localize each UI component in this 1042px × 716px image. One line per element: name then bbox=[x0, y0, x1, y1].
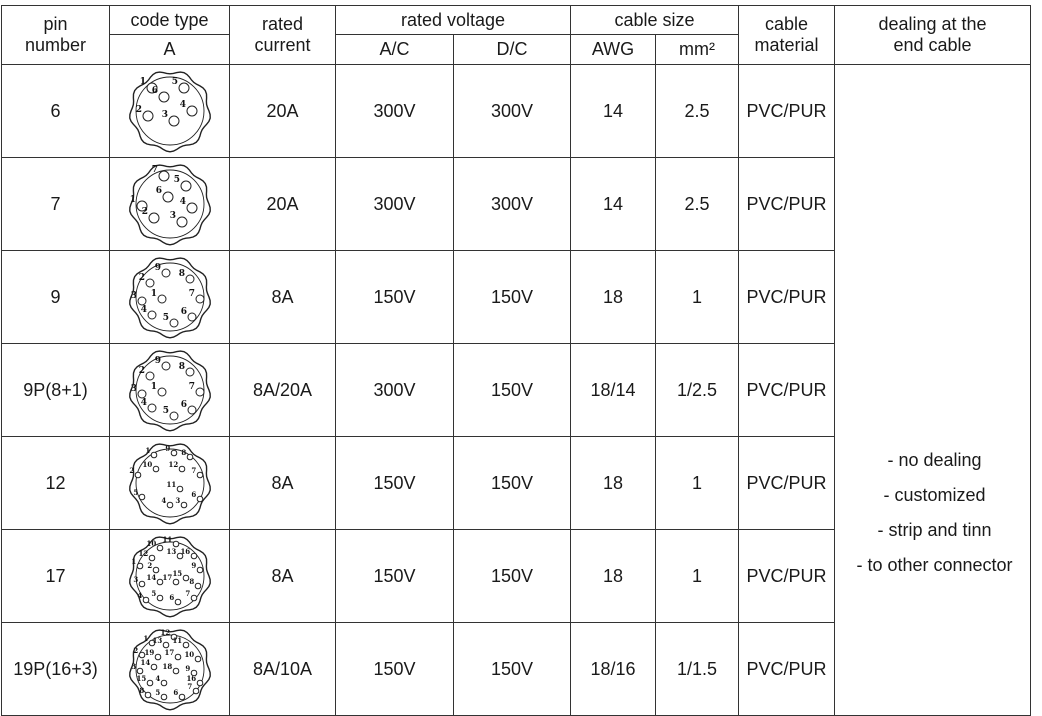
pin-contact bbox=[159, 92, 169, 102]
pin-contact bbox=[149, 555, 155, 561]
pin-label: 4 bbox=[136, 591, 142, 601]
pin-label: 14 bbox=[139, 658, 150, 668]
pin-contact bbox=[169, 116, 179, 126]
pin-number-cell: 17 bbox=[2, 530, 110, 623]
mm2-cell: 1 bbox=[656, 437, 739, 530]
pin-label: 3 bbox=[132, 575, 138, 585]
pin-label: 4 bbox=[160, 496, 166, 506]
pin-label: 10 bbox=[145, 539, 156, 549]
pin-contact bbox=[191, 595, 197, 601]
voltage-ac-cell: 150V bbox=[336, 437, 454, 530]
header-voltage-ac: A/C bbox=[336, 35, 454, 65]
dealing-option: - customized bbox=[883, 485, 986, 505]
pin-label: 5 bbox=[154, 688, 160, 698]
pin-label: 8 bbox=[180, 448, 186, 458]
pin-contact bbox=[139, 494, 145, 500]
pin-label: 16 bbox=[179, 547, 190, 557]
rated-current-cell: 8A bbox=[230, 530, 336, 623]
code-type-cell bbox=[110, 623, 230, 716]
pin-contact bbox=[171, 450, 177, 456]
pin-label: 13 bbox=[165, 547, 176, 557]
mm2-cell: 2.5 bbox=[656, 158, 739, 251]
pin-label: 9 bbox=[184, 664, 190, 674]
voltage-ac-cell: 300V bbox=[336, 65, 454, 158]
pin-label: 9 bbox=[154, 356, 161, 366]
code-type-cell bbox=[110, 158, 230, 251]
awg-cell: 14 bbox=[571, 65, 656, 158]
pin-contact bbox=[158, 295, 166, 303]
rated-current-cell: 8A bbox=[230, 251, 336, 344]
pin-label: 6 bbox=[151, 86, 158, 96]
pin-label: 16 bbox=[185, 674, 196, 684]
pin-contact bbox=[188, 406, 196, 414]
pin-contact bbox=[195, 656, 201, 662]
pin-label: 6 bbox=[155, 186, 162, 196]
dealing-options-list bbox=[839, 448, 1030, 588]
pin-contact bbox=[163, 192, 173, 202]
header-dealing: dealing at the end cable bbox=[835, 6, 1031, 65]
header-row bbox=[2, 6, 1031, 35]
pin-label: 1 bbox=[130, 557, 136, 567]
pin-contact bbox=[197, 472, 203, 478]
pin-label: 6 bbox=[190, 490, 196, 500]
pin-label: 2 bbox=[141, 207, 148, 217]
voltage-dc-cell: 150V bbox=[454, 530, 571, 623]
pin-label: 15 bbox=[171, 569, 182, 579]
pin-contact bbox=[159, 171, 169, 181]
cable-material-cell: PVC/PUR bbox=[739, 530, 835, 623]
pin-contact bbox=[146, 279, 154, 287]
cable-material-cell: PVC/PUR bbox=[739, 65, 835, 158]
rated-current-cell: 8A bbox=[230, 437, 336, 530]
voltage-ac-cell: 300V bbox=[336, 344, 454, 437]
rated-current-cell: 20A bbox=[230, 65, 336, 158]
pin-contact bbox=[137, 668, 143, 674]
pin-label: 11 bbox=[161, 535, 172, 545]
pin-number-cell: 6 bbox=[2, 65, 110, 158]
pin-contact bbox=[173, 668, 179, 674]
pin-number-cell: 7 bbox=[2, 158, 110, 251]
voltage-dc-cell: 150V bbox=[454, 344, 571, 437]
pin-label: 9 bbox=[190, 561, 196, 571]
header-code-type-a: A bbox=[110, 35, 230, 65]
pin-label: 11 bbox=[171, 636, 182, 646]
pin-label: 17 bbox=[161, 573, 172, 583]
header-voltage-dc: D/C bbox=[454, 35, 571, 65]
pin-contact bbox=[173, 541, 179, 547]
pin-label: 3 bbox=[174, 496, 180, 506]
awg-cell: 18/14 bbox=[571, 344, 656, 437]
cable-material-cell: PVC/PUR bbox=[739, 344, 835, 437]
mm2-cell: 1 bbox=[656, 530, 739, 623]
voltage-ac-cell: 150V bbox=[336, 251, 454, 344]
voltage-dc-cell: 150V bbox=[454, 251, 571, 344]
pin-contact bbox=[197, 567, 203, 573]
awg-cell: 18 bbox=[571, 437, 656, 530]
pin-label: 1 bbox=[142, 634, 148, 644]
pin-label: 2 bbox=[128, 466, 134, 476]
pin-contact bbox=[186, 368, 194, 376]
dealing-options-cell bbox=[835, 65, 1031, 716]
mm2-cell: 2.5 bbox=[656, 65, 739, 158]
pin-label: 7 bbox=[188, 382, 195, 392]
pin-label: 4 bbox=[154, 674, 160, 684]
dealing-option: - strip and tinn bbox=[877, 520, 992, 540]
pin-contact bbox=[167, 502, 173, 508]
pin-contact bbox=[161, 680, 167, 686]
awg-cell: 18 bbox=[571, 530, 656, 623]
pin-label: 7 bbox=[188, 289, 195, 299]
pin-label: 1 bbox=[150, 382, 157, 392]
pin-label: 2 bbox=[132, 646, 138, 656]
pin-label: 7 bbox=[190, 466, 196, 476]
pin-label: 13 bbox=[151, 636, 162, 646]
rated-current-cell: 8A/10A bbox=[230, 623, 336, 716]
pin-contact bbox=[181, 502, 187, 508]
pin-contact bbox=[155, 654, 161, 660]
pin-label: 10 bbox=[183, 650, 194, 660]
pin-contact bbox=[151, 664, 157, 670]
awg-cell: 14 bbox=[571, 158, 656, 251]
pin-contact bbox=[157, 595, 163, 601]
pin-contact bbox=[179, 694, 185, 700]
pin-contact bbox=[148, 311, 156, 319]
connector-pin-diagram bbox=[122, 160, 218, 248]
cable-material-cell: PVC/PUR bbox=[739, 251, 835, 344]
pin-label: 4 bbox=[140, 305, 147, 315]
dealing-option: - no dealing bbox=[887, 450, 982, 470]
pin-contact bbox=[177, 217, 187, 227]
connector-pin-diagram bbox=[122, 67, 218, 155]
pin-contact bbox=[157, 545, 163, 551]
pin-label: 10 bbox=[141, 460, 152, 470]
voltage-dc-cell: 150V bbox=[454, 437, 571, 530]
cable-material-cell: PVC/PUR bbox=[739, 437, 835, 530]
pin-label: 5 bbox=[171, 77, 178, 87]
pin-label: 4 bbox=[179, 100, 186, 110]
pin-contact bbox=[162, 362, 170, 370]
pin-contact bbox=[197, 680, 203, 686]
pin-contact bbox=[138, 297, 146, 305]
pin-label: 1 bbox=[150, 289, 157, 299]
pin-label: 11 bbox=[165, 480, 176, 490]
pin-contact bbox=[170, 412, 178, 420]
pin-contact bbox=[162, 269, 170, 277]
header-pin-number: pin number bbox=[2, 6, 110, 65]
pin-contact bbox=[139, 581, 145, 587]
pin-label: 19 bbox=[143, 648, 154, 658]
pin-contact bbox=[183, 642, 189, 648]
pin-label: 2 bbox=[138, 273, 145, 283]
pin-contact bbox=[187, 203, 197, 213]
pin-contact bbox=[146, 372, 154, 380]
pin-contact bbox=[138, 390, 146, 398]
pin-contact bbox=[143, 597, 149, 603]
connector-pin-diagram bbox=[122, 253, 218, 341]
pin-contact bbox=[179, 83, 189, 93]
header-rated-current: rated current bbox=[230, 6, 336, 65]
pin-contact bbox=[188, 313, 196, 321]
pin-label: 6 bbox=[168, 593, 174, 603]
cable-material-cell: PVC/PUR bbox=[739, 623, 835, 716]
pin-label: 18 bbox=[161, 662, 172, 672]
header-cable-size: cable size bbox=[571, 6, 739, 35]
awg-cell: 18/16 bbox=[571, 623, 656, 716]
pin-label: 12 bbox=[137, 549, 148, 559]
pin-contact bbox=[175, 599, 181, 605]
code-type-cell bbox=[110, 530, 230, 623]
pin-contact bbox=[143, 111, 153, 121]
pin-label: 8 bbox=[178, 269, 185, 279]
connector-pin-diagram bbox=[122, 625, 218, 713]
pin-contact bbox=[193, 688, 199, 694]
pin-contact bbox=[179, 466, 185, 472]
pin-number-cell: 9 bbox=[2, 251, 110, 344]
pin-contact bbox=[196, 388, 204, 396]
pin-label: 4 bbox=[179, 197, 186, 207]
pin-label: 1 bbox=[139, 77, 146, 87]
pin-contact bbox=[148, 404, 156, 412]
pin-label: 3 bbox=[169, 211, 176, 221]
pin-contact bbox=[153, 466, 159, 472]
voltage-dc-cell: 300V bbox=[454, 65, 571, 158]
rated-current-cell: 8A/20A bbox=[230, 344, 336, 437]
pin-label: 2 bbox=[146, 561, 152, 571]
pin-label: 4 bbox=[140, 398, 147, 408]
header-rated-voltage: rated voltage bbox=[336, 6, 571, 35]
connector-pin-diagram bbox=[122, 346, 218, 434]
pin-contact bbox=[137, 563, 143, 569]
voltage-dc-cell: 150V bbox=[454, 623, 571, 716]
header-awg: AWG bbox=[571, 35, 656, 65]
code-type-cell bbox=[110, 344, 230, 437]
pin-contact bbox=[187, 106, 197, 116]
table-row bbox=[2, 65, 1031, 158]
pin-label: 7 bbox=[184, 589, 190, 599]
pin-contact bbox=[173, 579, 179, 585]
pin-contact bbox=[151, 452, 157, 458]
pin-label: 2 bbox=[138, 366, 145, 376]
pin-contact bbox=[163, 642, 169, 648]
rated-current-cell: 20A bbox=[230, 158, 336, 251]
header-cable-material: cable material bbox=[739, 6, 835, 65]
voltage-ac-cell: 150V bbox=[336, 530, 454, 623]
header-code-type: code type bbox=[110, 6, 230, 35]
pin-contact bbox=[158, 388, 166, 396]
pin-label: 6 bbox=[180, 307, 187, 317]
pin-label: 3 bbox=[130, 384, 137, 394]
pin-label: 2 bbox=[135, 105, 142, 115]
pin-number-cell: 9P(8+1) bbox=[2, 344, 110, 437]
dealing-option: - to other connector bbox=[856, 555, 1013, 575]
pin-label: 7 bbox=[151, 165, 158, 175]
voltage-ac-cell: 300V bbox=[336, 158, 454, 251]
pin-label: 17 bbox=[163, 648, 174, 658]
mm2-cell: 1/2.5 bbox=[656, 344, 739, 437]
mm2-cell: 1 bbox=[656, 251, 739, 344]
pin-contact bbox=[153, 567, 159, 573]
pin-contact bbox=[177, 486, 183, 492]
cable-material-cell: PVC/PUR bbox=[739, 158, 835, 251]
pin-contact bbox=[175, 654, 181, 660]
pin-label: 1 bbox=[129, 195, 136, 205]
pin-contact bbox=[187, 454, 193, 460]
pin-contact bbox=[195, 583, 201, 589]
pin-label: 5 bbox=[162, 406, 169, 416]
pin-contact bbox=[183, 575, 189, 581]
pin-label: 5 bbox=[150, 589, 156, 599]
pin-contact bbox=[197, 496, 203, 502]
pin-number-cell: 12 bbox=[2, 437, 110, 530]
pin-number-cell: 19P(16+3) bbox=[2, 623, 110, 716]
pin-contact bbox=[181, 181, 191, 191]
pin-contact bbox=[149, 213, 159, 223]
pin-label: 7 bbox=[186, 682, 192, 692]
pin-label: 8 bbox=[188, 577, 194, 587]
pin-label: 5 bbox=[162, 313, 169, 323]
code-type-cell bbox=[110, 65, 230, 158]
awg-cell: 18 bbox=[571, 251, 656, 344]
voltage-ac-cell: 150V bbox=[336, 623, 454, 716]
pin-label: 9 bbox=[164, 444, 170, 454]
pin-label: 3 bbox=[161, 110, 168, 120]
pin-contact bbox=[147, 680, 153, 686]
pin-contact bbox=[186, 275, 194, 283]
pin-label: 8 bbox=[178, 362, 185, 372]
connector-pin-diagram bbox=[122, 439, 218, 527]
connector-pin-diagram bbox=[122, 532, 218, 620]
voltage-dc-cell: 300V bbox=[454, 158, 571, 251]
pin-label: 3 bbox=[130, 291, 137, 301]
pin-label: 6 bbox=[172, 688, 178, 698]
pin-label: 8 bbox=[138, 686, 144, 696]
pin-label: 12 bbox=[159, 628, 170, 638]
pin-label: 9 bbox=[154, 263, 161, 273]
pin-label: 5 bbox=[132, 488, 138, 498]
pin-contact bbox=[191, 553, 197, 559]
pin-label: 5 bbox=[173, 175, 180, 185]
pin-label: 15 bbox=[135, 674, 146, 684]
code-type-cell bbox=[110, 251, 230, 344]
pin-label: 14 bbox=[145, 573, 156, 583]
pin-label: 3 bbox=[130, 662, 136, 672]
header-mm2: mm² bbox=[656, 35, 739, 65]
pin-contact bbox=[170, 319, 178, 327]
mm2-cell: 1/1.5 bbox=[656, 623, 739, 716]
connector-spec-table bbox=[1, 5, 1031, 716]
pin-contact bbox=[135, 472, 141, 478]
pin-contact bbox=[161, 694, 167, 700]
code-type-cell bbox=[110, 437, 230, 530]
pin-contact bbox=[196, 295, 204, 303]
pin-contact bbox=[145, 692, 151, 698]
pin-label: 12 bbox=[167, 460, 178, 470]
pin-label: 1 bbox=[144, 446, 150, 456]
pin-label: 6 bbox=[180, 400, 187, 410]
